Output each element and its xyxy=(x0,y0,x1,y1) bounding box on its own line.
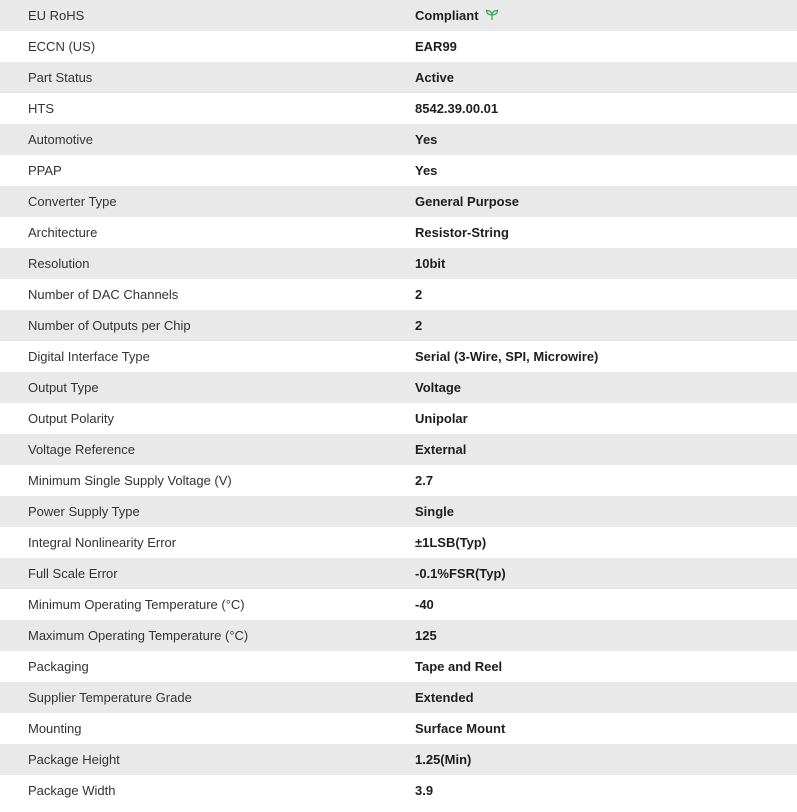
spec-value: Yes xyxy=(415,163,438,178)
spec-label: Part Status xyxy=(28,70,93,85)
spec-value: ±1LSB(Typ) xyxy=(415,535,487,550)
spec-label: HTS xyxy=(28,101,54,116)
spec-value: Single xyxy=(415,504,455,519)
spec-value: Serial (3-Wire, SPI, Microwire) xyxy=(415,349,599,364)
spec-row-resolution xyxy=(0,248,797,279)
spec-label: Converter Type xyxy=(28,194,117,209)
spec-row-power-supply-type xyxy=(0,496,797,527)
spec-value: Yes xyxy=(415,132,438,147)
spec-row-eu-rohs xyxy=(0,0,797,31)
spec-label: Automotive xyxy=(28,132,94,147)
spec-value: 2 xyxy=(415,287,423,302)
spec-label: Number of Outputs per Chip xyxy=(28,318,191,333)
spec-label: Output Type xyxy=(28,380,99,395)
spec-value: Voltage xyxy=(415,380,461,395)
spec-row-packaging xyxy=(0,651,797,682)
spec-label: Mounting xyxy=(28,721,82,736)
spec-value: Compliant xyxy=(415,8,479,23)
spec-label: Power Supply Type xyxy=(28,504,140,519)
spec-label: Resolution xyxy=(28,256,90,271)
spec-label: Digital Interface Type xyxy=(28,349,150,364)
spec-value: 10bit xyxy=(415,256,446,271)
spec-row-voltage-reference xyxy=(0,434,797,465)
spec-value: 3.9 xyxy=(415,783,434,798)
spec-label: Maximum Operating Temperature (°C) xyxy=(28,628,249,643)
spec-row-max-operating-temp xyxy=(0,620,797,651)
spec-value: 125 xyxy=(415,628,437,643)
spec-row-architecture xyxy=(0,217,797,248)
spec-label: Architecture xyxy=(28,225,98,240)
spec-label: Supplier Temperature Grade xyxy=(28,690,192,705)
spec-value: Resistor-String xyxy=(415,225,509,240)
spec-row-dac-channels xyxy=(0,279,797,310)
leaf-icon xyxy=(485,9,499,21)
spec-label: Full Scale Error xyxy=(28,566,118,581)
spec-row-output-type xyxy=(0,372,797,403)
spec-value: -40 xyxy=(415,597,434,612)
spec-label: EU RoHS xyxy=(28,8,85,23)
spec-value: Extended xyxy=(415,690,474,705)
spec-value-cell xyxy=(415,0,797,31)
spec-value: Tape and Reel xyxy=(415,659,503,674)
spec-label: Minimum Operating Temperature (°C) xyxy=(28,597,245,612)
spec-label: PPAP xyxy=(28,163,62,178)
spec-row-ppap xyxy=(0,155,797,186)
spec-label: Minimum Single Supply Voltage (V) xyxy=(28,473,232,488)
spec-value: EAR99 xyxy=(415,39,457,54)
spec-value: Active xyxy=(415,70,455,85)
spec-value: 8542.39.00.01 xyxy=(415,101,499,116)
spec-row-eccn xyxy=(0,31,797,62)
spec-label: Number of DAC Channels xyxy=(28,287,179,302)
spec-value: Surface Mount xyxy=(415,721,506,736)
spec-row-converter-type xyxy=(0,186,797,217)
spec-row-mounting xyxy=(0,713,797,744)
spec-row-outputs-per-chip xyxy=(0,310,797,341)
spec-label: ECCN (US) xyxy=(28,39,96,54)
spec-row-hts xyxy=(0,93,797,124)
spec-label: Package Height xyxy=(28,752,120,767)
spec-value: External xyxy=(415,442,467,457)
spec-value: -0.1%FSR(Typ) xyxy=(415,566,506,581)
spec-label: Integral Nonlinearity Error xyxy=(28,535,177,550)
spec-row-inl-error xyxy=(0,527,797,558)
spec-row-full-scale-error xyxy=(0,558,797,589)
spec-row-part-status xyxy=(0,62,797,93)
spec-row-min-supply-voltage xyxy=(0,465,797,496)
spec-value: 1.25(Min) xyxy=(415,752,472,767)
spec-label: Output Polarity xyxy=(28,411,114,426)
spec-value: 2 xyxy=(415,318,423,333)
spec-row-digital-interface xyxy=(0,341,797,372)
spec-row-output-polarity xyxy=(0,403,797,434)
spec-value: Unipolar xyxy=(415,411,468,426)
spec-row-min-operating-temp xyxy=(0,589,797,620)
spec-row-automotive xyxy=(0,124,797,155)
spec-row-package-width xyxy=(0,775,797,806)
spec-row-package-height xyxy=(0,744,797,775)
spec-value: 2.7 xyxy=(415,473,434,488)
spec-label: Package Width xyxy=(28,783,116,798)
spec-value: General Purpose xyxy=(415,194,520,209)
spec-label: Voltage Reference xyxy=(28,442,135,457)
spec-row-supplier-temp-grade xyxy=(0,682,797,713)
spec-label: Packaging xyxy=(28,659,89,674)
